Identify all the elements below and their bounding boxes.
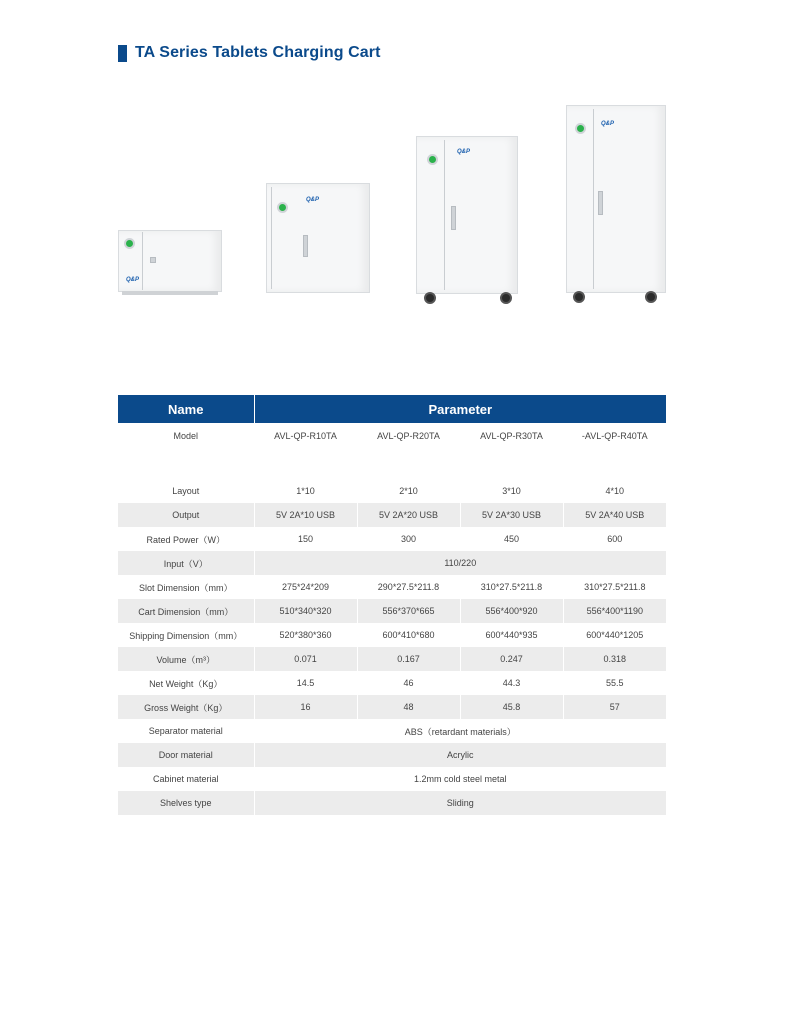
- header-name: Name: [118, 395, 254, 423]
- table-row-door-material: [118, 743, 666, 767]
- cell-net-weight: 44.3: [460, 671, 563, 695]
- cell-net-weight: 46: [357, 671, 460, 695]
- cell-rated-power: 150: [254, 527, 357, 551]
- page-title-text: TA Series Tablets Charging Cart: [135, 44, 381, 61]
- table-row-output: [118, 503, 666, 527]
- row-label: Rated Power（W）: [118, 527, 254, 551]
- caster-wheel: [645, 291, 657, 303]
- table-row-net-weight: [118, 671, 666, 695]
- product-image-r40: [563, 105, 669, 307]
- cell-net-weight: 14.5: [254, 671, 357, 695]
- cell-gross-weight: 45.8: [460, 695, 563, 719]
- table-row-cabinet-material: [118, 767, 666, 791]
- row-label: Layout: [118, 479, 254, 503]
- row-label: Shelves type: [118, 791, 254, 815]
- product-image-r30: [414, 136, 520, 306]
- cell-shelves-type: Sliding: [254, 791, 666, 815]
- table-row-volume: [118, 647, 666, 671]
- cell-cart-dimension: 556*400*920: [460, 599, 563, 623]
- product-image-r20: [266, 183, 370, 295]
- cell-gross-weight: 16: [254, 695, 357, 719]
- cell-cart-dimension: 556*400*1190: [563, 599, 666, 623]
- cell-layout: 1*10: [254, 479, 357, 503]
- cell-net-weight: 55.5: [606, 678, 624, 688]
- header-parameter: Parameter: [254, 395, 666, 423]
- table-spacer: [118, 459, 666, 479]
- table-row-shelves-type: [118, 791, 666, 815]
- cell-rated-power: 600: [607, 534, 623, 544]
- cell-shipping-dimension: 600*440*1205: [586, 630, 644, 640]
- cell-volume: 0.318: [563, 647, 666, 671]
- table-row-slot-dimension: [118, 575, 666, 599]
- cell-rated-power: 300: [357, 527, 460, 551]
- product-image-r10: [118, 230, 222, 296]
- cell-door-material: Acrylic: [254, 743, 666, 767]
- table-row-input: [118, 551, 666, 575]
- cell-volume: 0.071: [254, 647, 357, 671]
- cell-separator-material: ABS（retardant materials）: [404, 726, 516, 737]
- cell-output: 5V 2A*40 USB: [563, 503, 666, 527]
- cell-output: 5V 2A*20 USB: [357, 503, 460, 527]
- cell-cart-dimension: 556*370*665: [357, 599, 460, 623]
- row-label: Output: [118, 503, 254, 527]
- row-label: Gross Weight（Kg）: [118, 695, 254, 719]
- cell-output: 5V 2A*30 USB: [460, 503, 563, 527]
- table-row-layout: [118, 479, 666, 503]
- row-label: Shipping Dimension（mm）: [118, 623, 254, 647]
- table-row-rated-power: [118, 527, 666, 551]
- row-label: Input（V）: [118, 551, 254, 575]
- cell-output: 5V 2A*10 USB: [254, 503, 357, 527]
- table-row-separator-material: [118, 719, 666, 743]
- product-logo: Q&P: [601, 121, 615, 127]
- product-logo: Q&P: [126, 277, 140, 283]
- cell-volume: 0.247: [460, 647, 563, 671]
- specification-table: [118, 395, 666, 815]
- cell-gross-weight: 48: [357, 695, 460, 719]
- cell-model: AVL-QP-R10TA: [254, 423, 357, 459]
- cell-layout: 2*10: [357, 479, 460, 503]
- cell-shipping-dimension: 520*380*360: [254, 623, 357, 647]
- cell-slot-dimension: 275*24*209: [254, 575, 357, 599]
- cell-volume: 0.167: [357, 647, 460, 671]
- row-label: Model: [118, 423, 254, 459]
- page-title: [118, 44, 381, 62]
- cell-layout: 4*10: [605, 486, 625, 496]
- product-logo: Q&P: [306, 197, 320, 203]
- title-marker: [118, 45, 127, 62]
- cell-cart-dimension: 510*340*320: [254, 599, 357, 623]
- product-logo: Q&P: [457, 149, 471, 155]
- cell-slot-dimension: 310*27.5*211.8: [584, 582, 646, 592]
- cell-layout: 3*10: [460, 479, 563, 503]
- cell-model: AVL-QP-R20TA: [357, 423, 460, 459]
- row-label: Cart Dimension（mm）: [118, 599, 254, 623]
- cell-slot-dimension: 290*27.5*211.8: [357, 575, 460, 599]
- row-label: Slot Dimension（mm）: [118, 575, 254, 599]
- row-label: Cabinet material: [118, 767, 254, 791]
- row-label: Door material: [118, 743, 254, 767]
- caster-wheel: [500, 292, 512, 304]
- caster-wheel: [573, 291, 585, 303]
- cell-model: -AVL-QP-R40TA: [581, 431, 648, 441]
- cell-slot-dimension: 310*27.5*211.8: [460, 575, 563, 599]
- cell-rated-power: 450: [460, 527, 563, 551]
- cell-shipping-dimension: 600*440*935: [460, 623, 563, 647]
- row-label: Volume（m³）: [118, 647, 254, 671]
- table-row-model: [118, 423, 666, 459]
- cell-gross-weight: 57: [563, 695, 666, 719]
- cell-shipping-dimension: 600*410*680: [357, 623, 460, 647]
- table-row-gross-weight: [118, 695, 666, 719]
- cell-model: AVL-QP-R30TA: [460, 423, 563, 459]
- row-label: Separator material: [118, 719, 254, 743]
- table-header-row: [118, 395, 666, 423]
- row-label: Net Weight（Kg）: [118, 671, 254, 695]
- table-row-cart-dimension: [118, 599, 666, 623]
- cell-input: 110/220: [254, 551, 666, 575]
- table-row-shipping-dimension: [118, 623, 666, 647]
- caster-wheel: [424, 292, 436, 304]
- cell-cabinet-material: 1.2mm cold steel metal: [414, 774, 507, 784]
